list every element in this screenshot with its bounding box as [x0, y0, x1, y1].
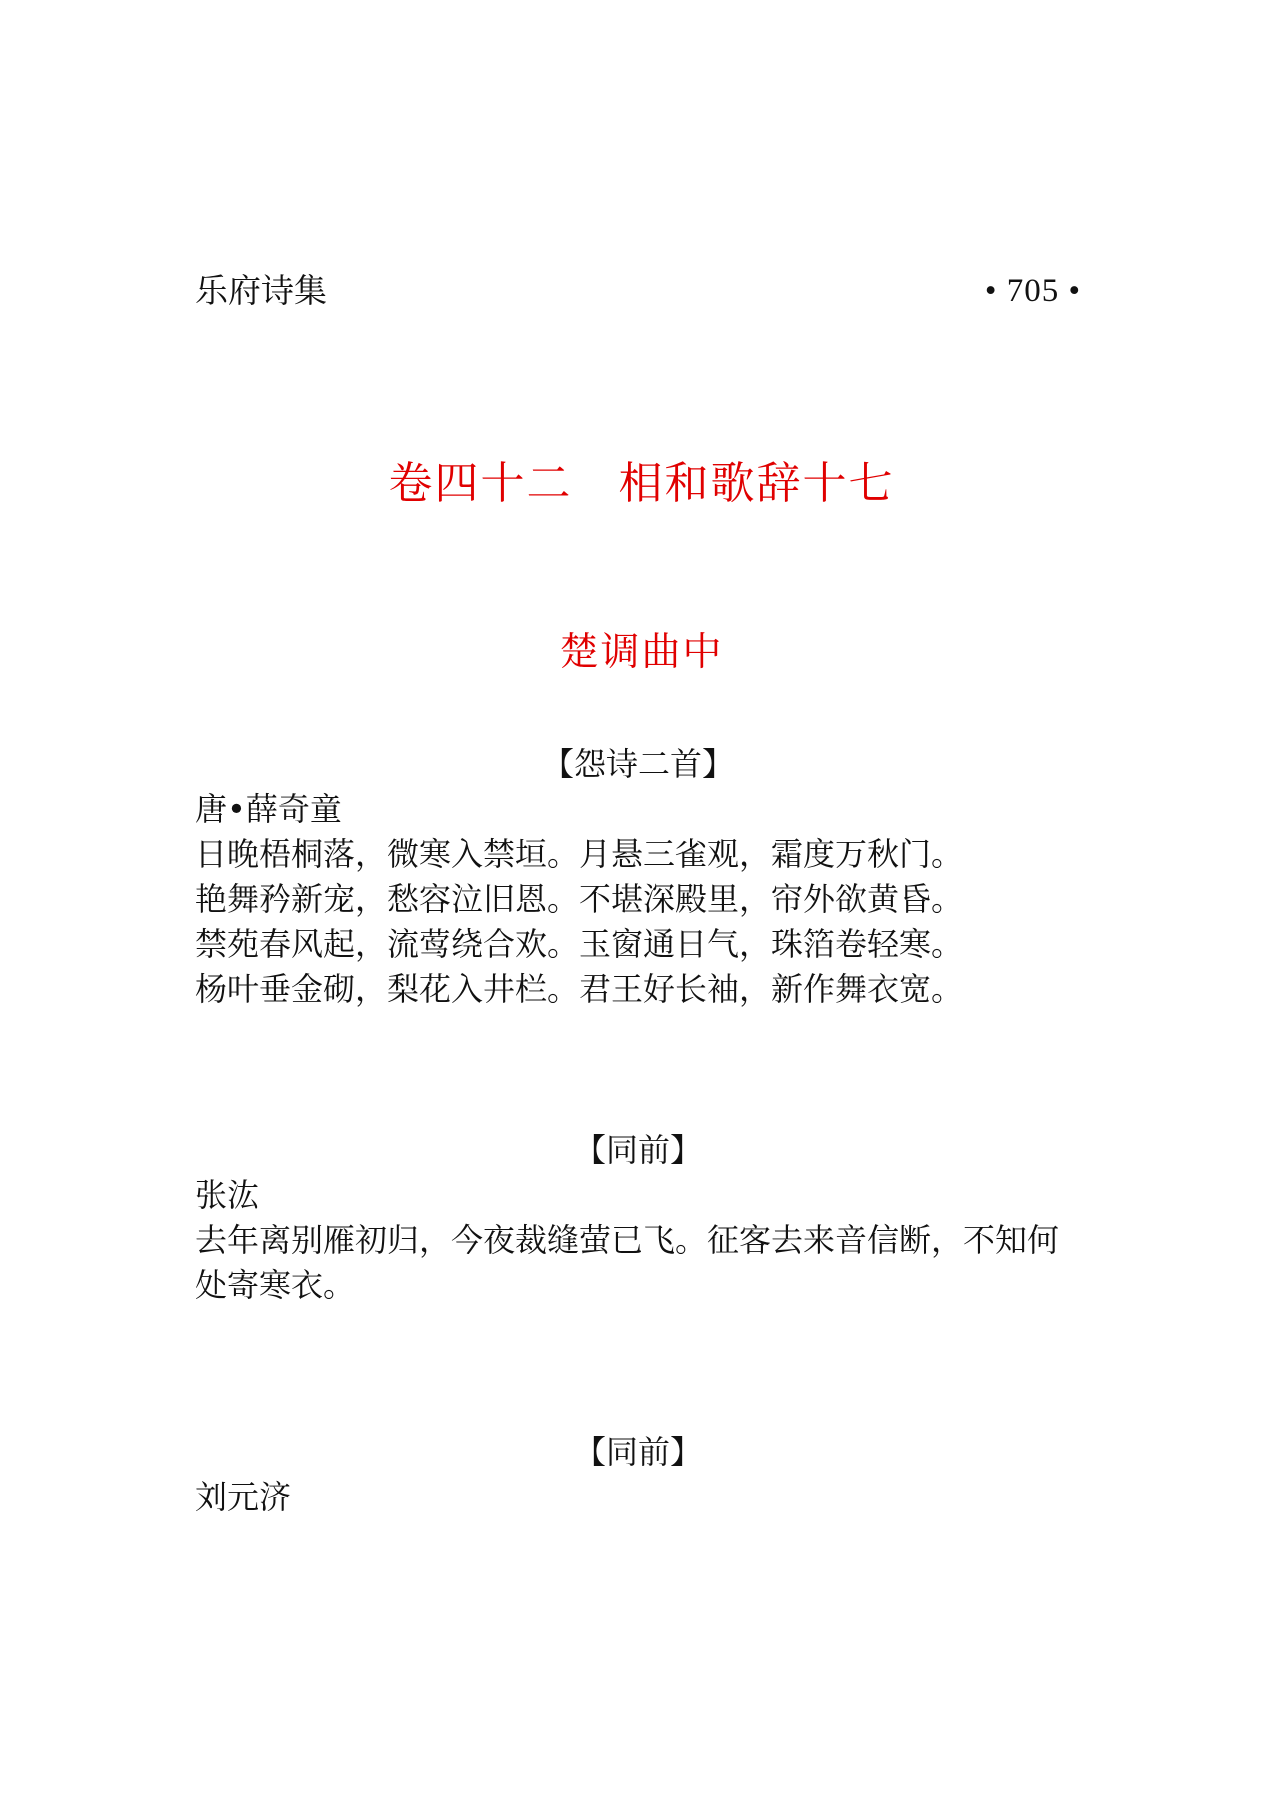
poem-line: 日晚梧桐落，微寒入禁垣。月悬三雀观，霜度万秋门。 [195, 835, 964, 873]
book-title: 乐府诗集 [195, 271, 327, 310]
poem-3 [195, 1430, 1095, 1520]
poem-author: 张汯 [195, 1176, 260, 1214]
poem-line: 杨叶垂金砌，梨花入井栏。君王好长袖，新作舞衣宽。 [195, 970, 964, 1008]
poem-line: 处寄寒衣。 [195, 1266, 356, 1304]
chapter-title: 卷四十二 相和歌辞十七 [388, 458, 895, 509]
poem-title: 【怨诗二首】 [541, 745, 734, 783]
poem-line: 艳舞矜新宠，愁容泣旧恩。不堪深殿里，帘外欲黄昏。 [195, 880, 964, 918]
poem-line: 去年离别雁初归，今夜裁缝萤已飞。征客去来音信断，不知何 [195, 1221, 1060, 1259]
poem-title: 【同前】 [573, 1131, 702, 1169]
section-title: 楚调曲中 [559, 630, 724, 675]
poem-author: 唐•薛奇童 [195, 790, 342, 828]
page-header [195, 268, 1081, 314]
page-number: • 705 • [984, 273, 1081, 309]
poem-author: 刘元济 [195, 1478, 292, 1516]
poem-title: 【同前】 [573, 1433, 702, 1471]
poem-2 [195, 1128, 1095, 1308]
poem-line: 禁苑春风起，流莺绕合欢。玉窗通日气，珠箔卷轻寒。 [195, 925, 964, 963]
poem-1 [195, 742, 1095, 1012]
